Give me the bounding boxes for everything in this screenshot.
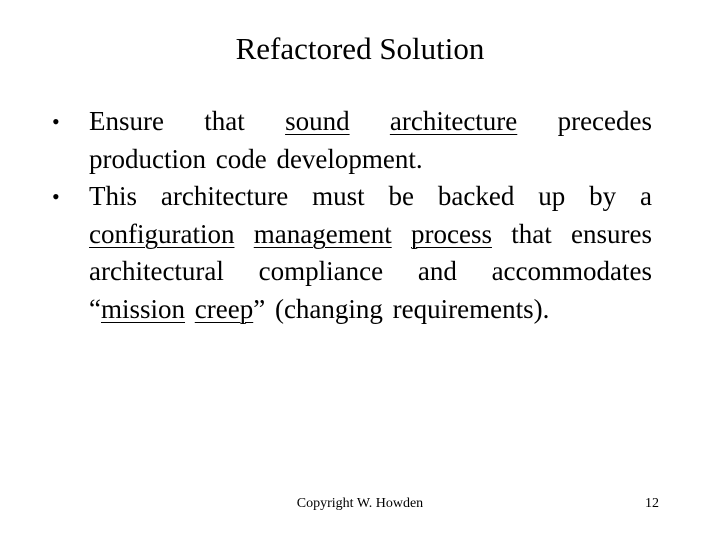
bullet-marker: • [52,109,60,134]
footer-copyright: Copyright W. Howden [296,496,424,511]
bullet-marker: • [52,184,60,210]
bullet-text-segment: that ensures architectural compliance and accommodates “ [89,218,652,324]
underlined-term: management [253,218,392,249]
underlined-term: mission [100,293,186,324]
bullet-text-segment [234,219,253,249]
underlined-term: creep [194,293,254,324]
underlined-term: process [410,218,492,249]
bullet-item [52,103,652,178]
underlined-term: configuration [89,218,235,249]
bullet-text-segment [185,294,195,324]
bullet-item [52,178,652,328]
bullet-text-segment: This architecture must be backed up by a [89,181,652,212]
bullet-text-segment: ” (changing requirements). [253,293,550,324]
page-number: 12 [645,496,659,511]
bullet-text-segment: Ensure that [89,106,286,136]
bullet-text-segment: precedes production code development. [89,106,653,174]
bullet-text-segment [392,219,411,249]
bullet-text [89,106,652,174]
underlined-term: architecture [389,106,518,136]
underlined-term: sound [285,106,350,136]
bullet-text [89,181,652,324]
slide-title: Refactored Solution [235,31,485,66]
bullet-list [52,103,652,329]
bullet-text-segment [350,106,390,136]
